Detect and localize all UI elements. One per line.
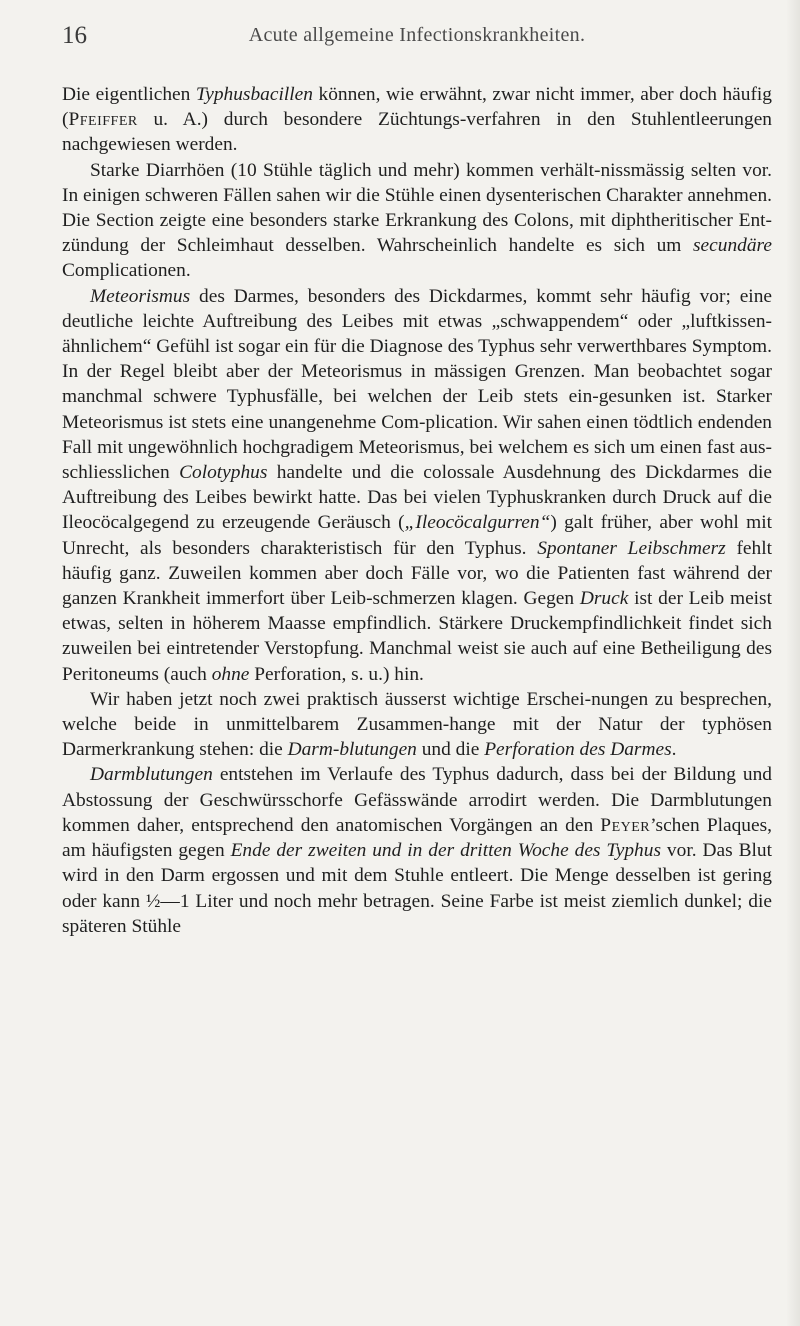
italic-run: secundäre	[693, 235, 772, 257]
italic-run: Colotyphus	[179, 462, 268, 484]
text-run: Die eigentlichen	[62, 84, 196, 105]
text-run: u. A.) durch besondere Züchtungs-verfahren in den Stuhlentleerungen nachgewiesen werden.	[62, 109, 772, 156]
text-run: des Darmes, besonders des Dickdarmes, kommt sehr häufig vor; eine deutliche leichte Auftreibung des Leibes mit etwas „schwappendem“ oder „luftkissen-ähnlichem“ Gefühl ist sogar ein für die Diagnose des Typhus sehr verwerthbares Symptom. In der Regel bleibt aber der Meteorismus in mässigen Grenzen. Man beobachtet sogar manchmal schwere Typhusfälle, bei welchen der Leib stets ein-gesunken ist. Starker Meteorismus ist stets eine unangenehme Com-plication. Wir sahen einen tödtlich endenden Fall mit ungewöhnlich hochgradigem Meteorismus, bei welchem es sich um einen fast aus-schliesslichen	[62, 285, 772, 484]
text-run: vor. Das Blut wird in den Darm ergossen und mit dem Stuhle entleert. Die Menge desselben ist gering oder kann ½—1 Liter und noch mehr betragen. Seine Farbe ist meist ziemlich dunkel; die späteren Stühle	[62, 840, 772, 937]
italic-run: Meteorismus	[90, 285, 191, 307]
text-run: Starke Diarrhöen (10 Stühle täglich und mehr) kommen verhält-nissmässig selten vor. In einigen schweren Fällen sahen wir die Stühle einen dysenterischen Charakter annehmen. Die Section zeigte eine besonders starke Erkrankung des Colons, mit diphtheritischer Ent-zündung der Schleimhaut desselben. Wahrscheinlich handelte es sich um	[62, 159, 772, 257]
text-run: ’schen Plaques, am häufigsten gegen	[62, 814, 772, 862]
italic-run: Darmblutungen	[90, 764, 213, 786]
page-header	[62, 18, 772, 58]
italic-run: „Ileocöcalgurren“	[404, 512, 551, 534]
running-head: Acute allgemeine Infectionskrankheiten.	[248, 24, 586, 46]
paragraph	[62, 284, 772, 687]
text-run: können, wie erwähnt, zwar nicht immer, aber doch häufig (	[62, 84, 772, 131]
author-name: Peyer	[600, 814, 651, 836]
text-run: fehlt häufig ganz. Zuweilen kommen aber doch Fälle vor, wo die Patienten fast während der ganzen Krankheit immerfort über Leib-schmerzen klagen. Gegen	[62, 537, 772, 610]
paragraph	[62, 687, 772, 763]
text-run: Perforation, s. u.) hin.	[249, 663, 424, 685]
text-run: Wir haben jetzt noch zwei praktisch äusserst wichtige Erschei-nungen zu besprechen, welche beide in unmittelbarem Zusammen-hange mit der Natur der typhösen Darmerkrankung stehen: die	[62, 688, 772, 761]
text-run: entstehen im Verlaufe des Typhus dadurch, dass bei der Bildung und Abstossung der Geschwürsschorfe Gefässwände arrodirt werden. Die Darmblutungen kommen daher, entsprechend den anatomischen Vorgängen an den	[62, 764, 772, 836]
text-run: handelte und die colossale Ausdehnung des Dickdarmes die Auftreibung des Leibes bewirkt hatte. Das bei vielen Typhuskranken durch Druck auf die Ileocöcalgegend zu erzeugende Geräusch (	[62, 462, 772, 534]
text-run: ist der Leib meist etwas, selten in höherem Maasse empfindlich. Stärkere Druckempfindlichkeit findet sich zuweilen bei eintretender Verstopfung. Manchmal weist sie auch auf eine Betheiligung des Peritoneums (auch	[62, 588, 772, 685]
italic-run: Spontaner Leibschmerz	[537, 537, 726, 559]
italic-run: Druck	[579, 588, 629, 610]
page-edge-shadow	[786, 0, 800, 1326]
italic-run: ohne	[211, 663, 250, 685]
paragraph	[62, 762, 772, 938]
text-run: ) galt früher, aber wohl mit Unrecht, als besonders charakteristisch für den Typhus.	[62, 512, 773, 559]
italic-run: Perforation des Darmes	[484, 739, 672, 761]
author-name: Pfeiffer	[68, 109, 138, 131]
italic-run: Darm-blutungen	[287, 739, 417, 761]
page-number: 16	[62, 22, 87, 49]
body-text	[62, 82, 772, 939]
paragraph	[62, 82, 772, 158]
text-run: Complicationen.	[62, 260, 191, 282]
italic-run: Ende der zweiten und in der dritten Woche des Typhus	[230, 840, 661, 862]
paragraph	[62, 158, 772, 284]
text-run: .	[671, 739, 677, 761]
text-run: und die	[416, 739, 485, 761]
italic-run: Typhusbacillen	[195, 84, 313, 105]
